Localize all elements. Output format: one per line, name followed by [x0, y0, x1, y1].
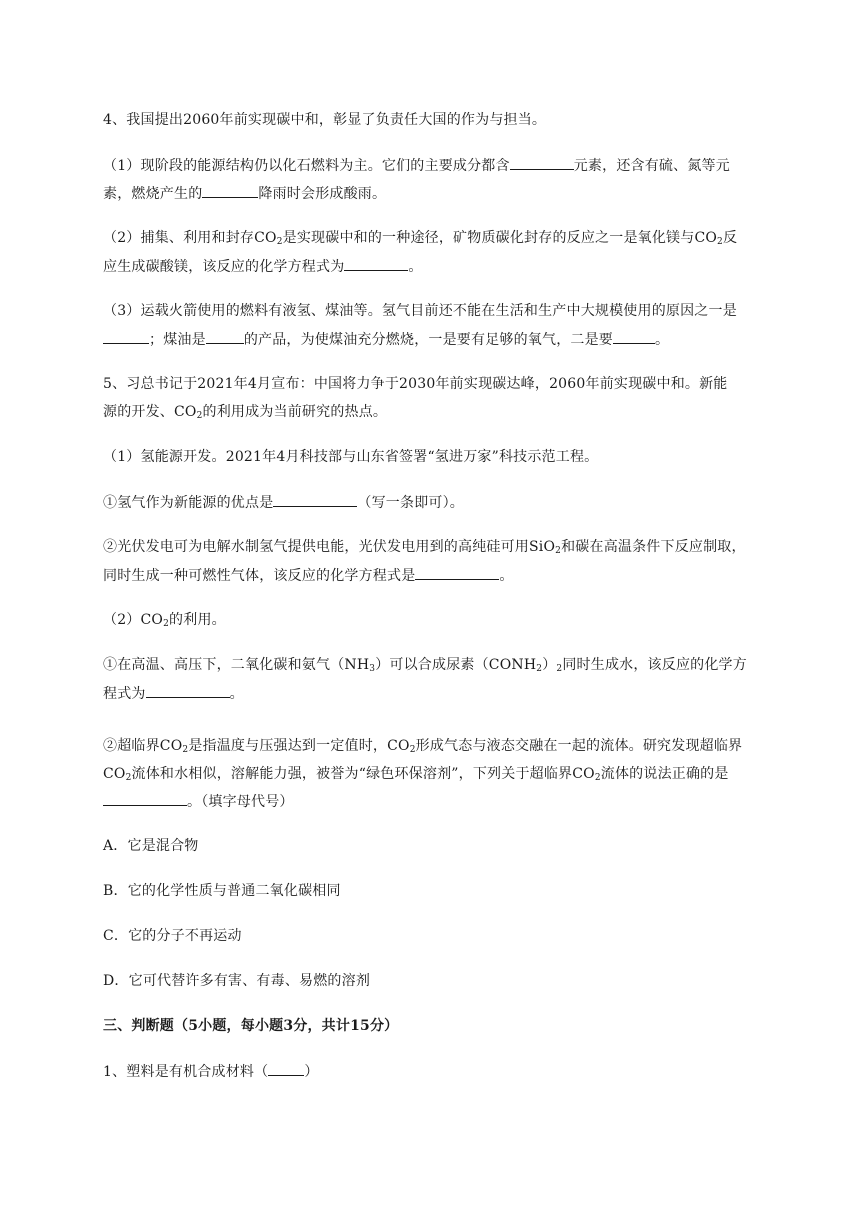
- subscript: 2: [163, 619, 170, 629]
- text: 流体的说法正确的是: [600, 766, 729, 782]
- q5-stem-line2: [103, 402, 387, 422]
- subscript: 2: [717, 237, 723, 247]
- answer-blank[interactable]: [415, 565, 499, 580]
- q4-part1-line2: [103, 183, 386, 204]
- q4-part2-line1: [103, 228, 737, 248]
- text: ；煤油是: [149, 332, 206, 348]
- text: ）: [304, 1064, 319, 1080]
- text: 。（填字母代号）: [187, 794, 294, 810]
- text: 应生成碳酸镁，该反应的化学方程式为: [103, 259, 345, 275]
- answer-blank[interactable]: [103, 329, 149, 344]
- answer-blank[interactable]: [146, 683, 230, 698]
- text: ①在高温、高压下，二氧化碳和氨气（NH: [103, 657, 370, 673]
- text: CO: [103, 766, 126, 782]
- subscript: 2: [409, 745, 416, 755]
- answer-blank[interactable]: [206, 329, 244, 344]
- q5-part1-item2-line1: [103, 537, 746, 557]
- text: 是实现碳中和的一种途径，矿物质碳化封存的反应之一是氧化镁与CO: [282, 230, 718, 246]
- text: 的利用。: [169, 612, 226, 628]
- text: （1）现阶段的能源结构仍以化石燃料为主。它们的主要成分都含: [103, 158, 510, 174]
- option-a[interactable]: A．它是混合物: [103, 838, 199, 854]
- text: 反: [722, 230, 738, 246]
- text: 。: [655, 332, 670, 348]
- q4-part3-line2: [103, 329, 669, 350]
- text: 降雨时会形成酸雨。: [258, 186, 387, 202]
- subscript: 2: [556, 664, 563, 674]
- section-title: 三、判断题（5小题，每小题3分，共计15分）: [103, 1018, 399, 1034]
- q5-part2-item1-line2: [103, 683, 244, 704]
- q5-part1-heading: （1）氢能源开发。2021年4月科技部与山东省签署“氢进万家”科技示范工程。: [103, 449, 599, 465]
- text: 流体和水相似，溶解能力强，被誉为“绿色环保溶剂”，下列关于超临界CO: [131, 766, 595, 782]
- answer-blank[interactable]: [103, 791, 187, 806]
- subscript: 2: [276, 237, 283, 247]
- q5-part2-item2-line3: [103, 791, 294, 812]
- text: 同时生成一种可燃性气体，该反应的化学方程式是: [103, 568, 416, 584]
- subscript: 2: [196, 411, 203, 421]
- text: ）可以合成尿素（CONH: [375, 657, 537, 673]
- text: ②超临界CO: [103, 738, 183, 754]
- text: 的利用成为当前研究的热点。: [202, 404, 388, 420]
- answer-blank[interactable]: [273, 492, 357, 507]
- text: 形成气态与液态交融在一起的流体。研究发现超临界: [415, 738, 743, 754]
- text: （写一条即可）。: [357, 495, 465, 511]
- q4-part3-line1: （3）运载火箭使用的燃料有液氢、煤油等。氢气目前还不能在生活和生产中大规模使用的原因之一是: [103, 303, 737, 319]
- q4-part2-line2: [103, 256, 423, 277]
- option-d[interactable]: D．它可代替许多有害、有毒、易燃的溶剂: [103, 973, 371, 989]
- q5-part2-item2-line1: [103, 736, 742, 756]
- text: 。: [499, 568, 514, 584]
- q5-stem-line1: 5、习总书记于2021年4月宣布：中国将力争于2030年前实现碳达峰，2060年前实现碳中和。新能: [103, 376, 728, 392]
- subscript: 2: [555, 546, 562, 556]
- judge-q1: [103, 1061, 319, 1082]
- text: 。: [229, 686, 244, 702]
- text: ①氢气作为新能源的优点是: [103, 495, 274, 511]
- text: 源的开发、CO: [103, 404, 197, 420]
- text: 素，燃烧产生的: [103, 186, 203, 202]
- q5-part1-item1: [103, 492, 464, 513]
- text: 和碳在高温条件下反应制取，: [561, 539, 746, 555]
- text: 是指温度与压强达到一定值时，CO: [188, 738, 410, 754]
- text: （2）捕集、利用和封存CO: [103, 230, 277, 246]
- subscript: 2: [536, 664, 543, 674]
- subscript: 3: [369, 664, 376, 674]
- text: （2）CO: [103, 612, 164, 628]
- subscript: 2: [594, 773, 601, 783]
- subscript: 2: [125, 773, 132, 783]
- answer-blank[interactable]: [202, 183, 258, 198]
- text: 程式为: [103, 686, 146, 702]
- q5-part2-heading: [103, 610, 226, 630]
- q5-part2-item2-line2: [103, 764, 729, 784]
- answer-blank[interactable]: [344, 256, 408, 271]
- option-b[interactable]: B．它的化学性质与普通二氧化碳相同: [103, 883, 341, 899]
- text: ）: [542, 657, 557, 673]
- q5-part2-item1-line1: [103, 655, 747, 675]
- text: 1、塑料是有机合成材料（: [103, 1064, 269, 1080]
- text: 。: [408, 259, 423, 275]
- option-c[interactable]: C．它的分子不再运动: [103, 928, 242, 944]
- text: 同时生成水，该反应的化学方: [562, 657, 747, 673]
- answer-blank[interactable]: [510, 155, 574, 170]
- q4-stem: 4、我国提出2060年前实现碳中和，彰显了负责任大国的作为与担当。: [103, 112, 547, 128]
- answer-blank[interactable]: [268, 1061, 304, 1076]
- text: 元素，还含有硫、氮等元: [573, 158, 730, 174]
- text: 的产品，为使煤油充分燃烧，一是要有足够的氧气，二是要: [243, 332, 614, 348]
- text: ②光伏发电可为电解水制氢气提供电能，光伏发电用到的高纯硅可用SiO: [103, 539, 556, 555]
- subscript: 2: [182, 745, 189, 755]
- q4-part1-line1: [103, 155, 730, 176]
- answer-blank[interactable]: [613, 329, 655, 344]
- q5-part1-item2-line2: [103, 565, 514, 586]
